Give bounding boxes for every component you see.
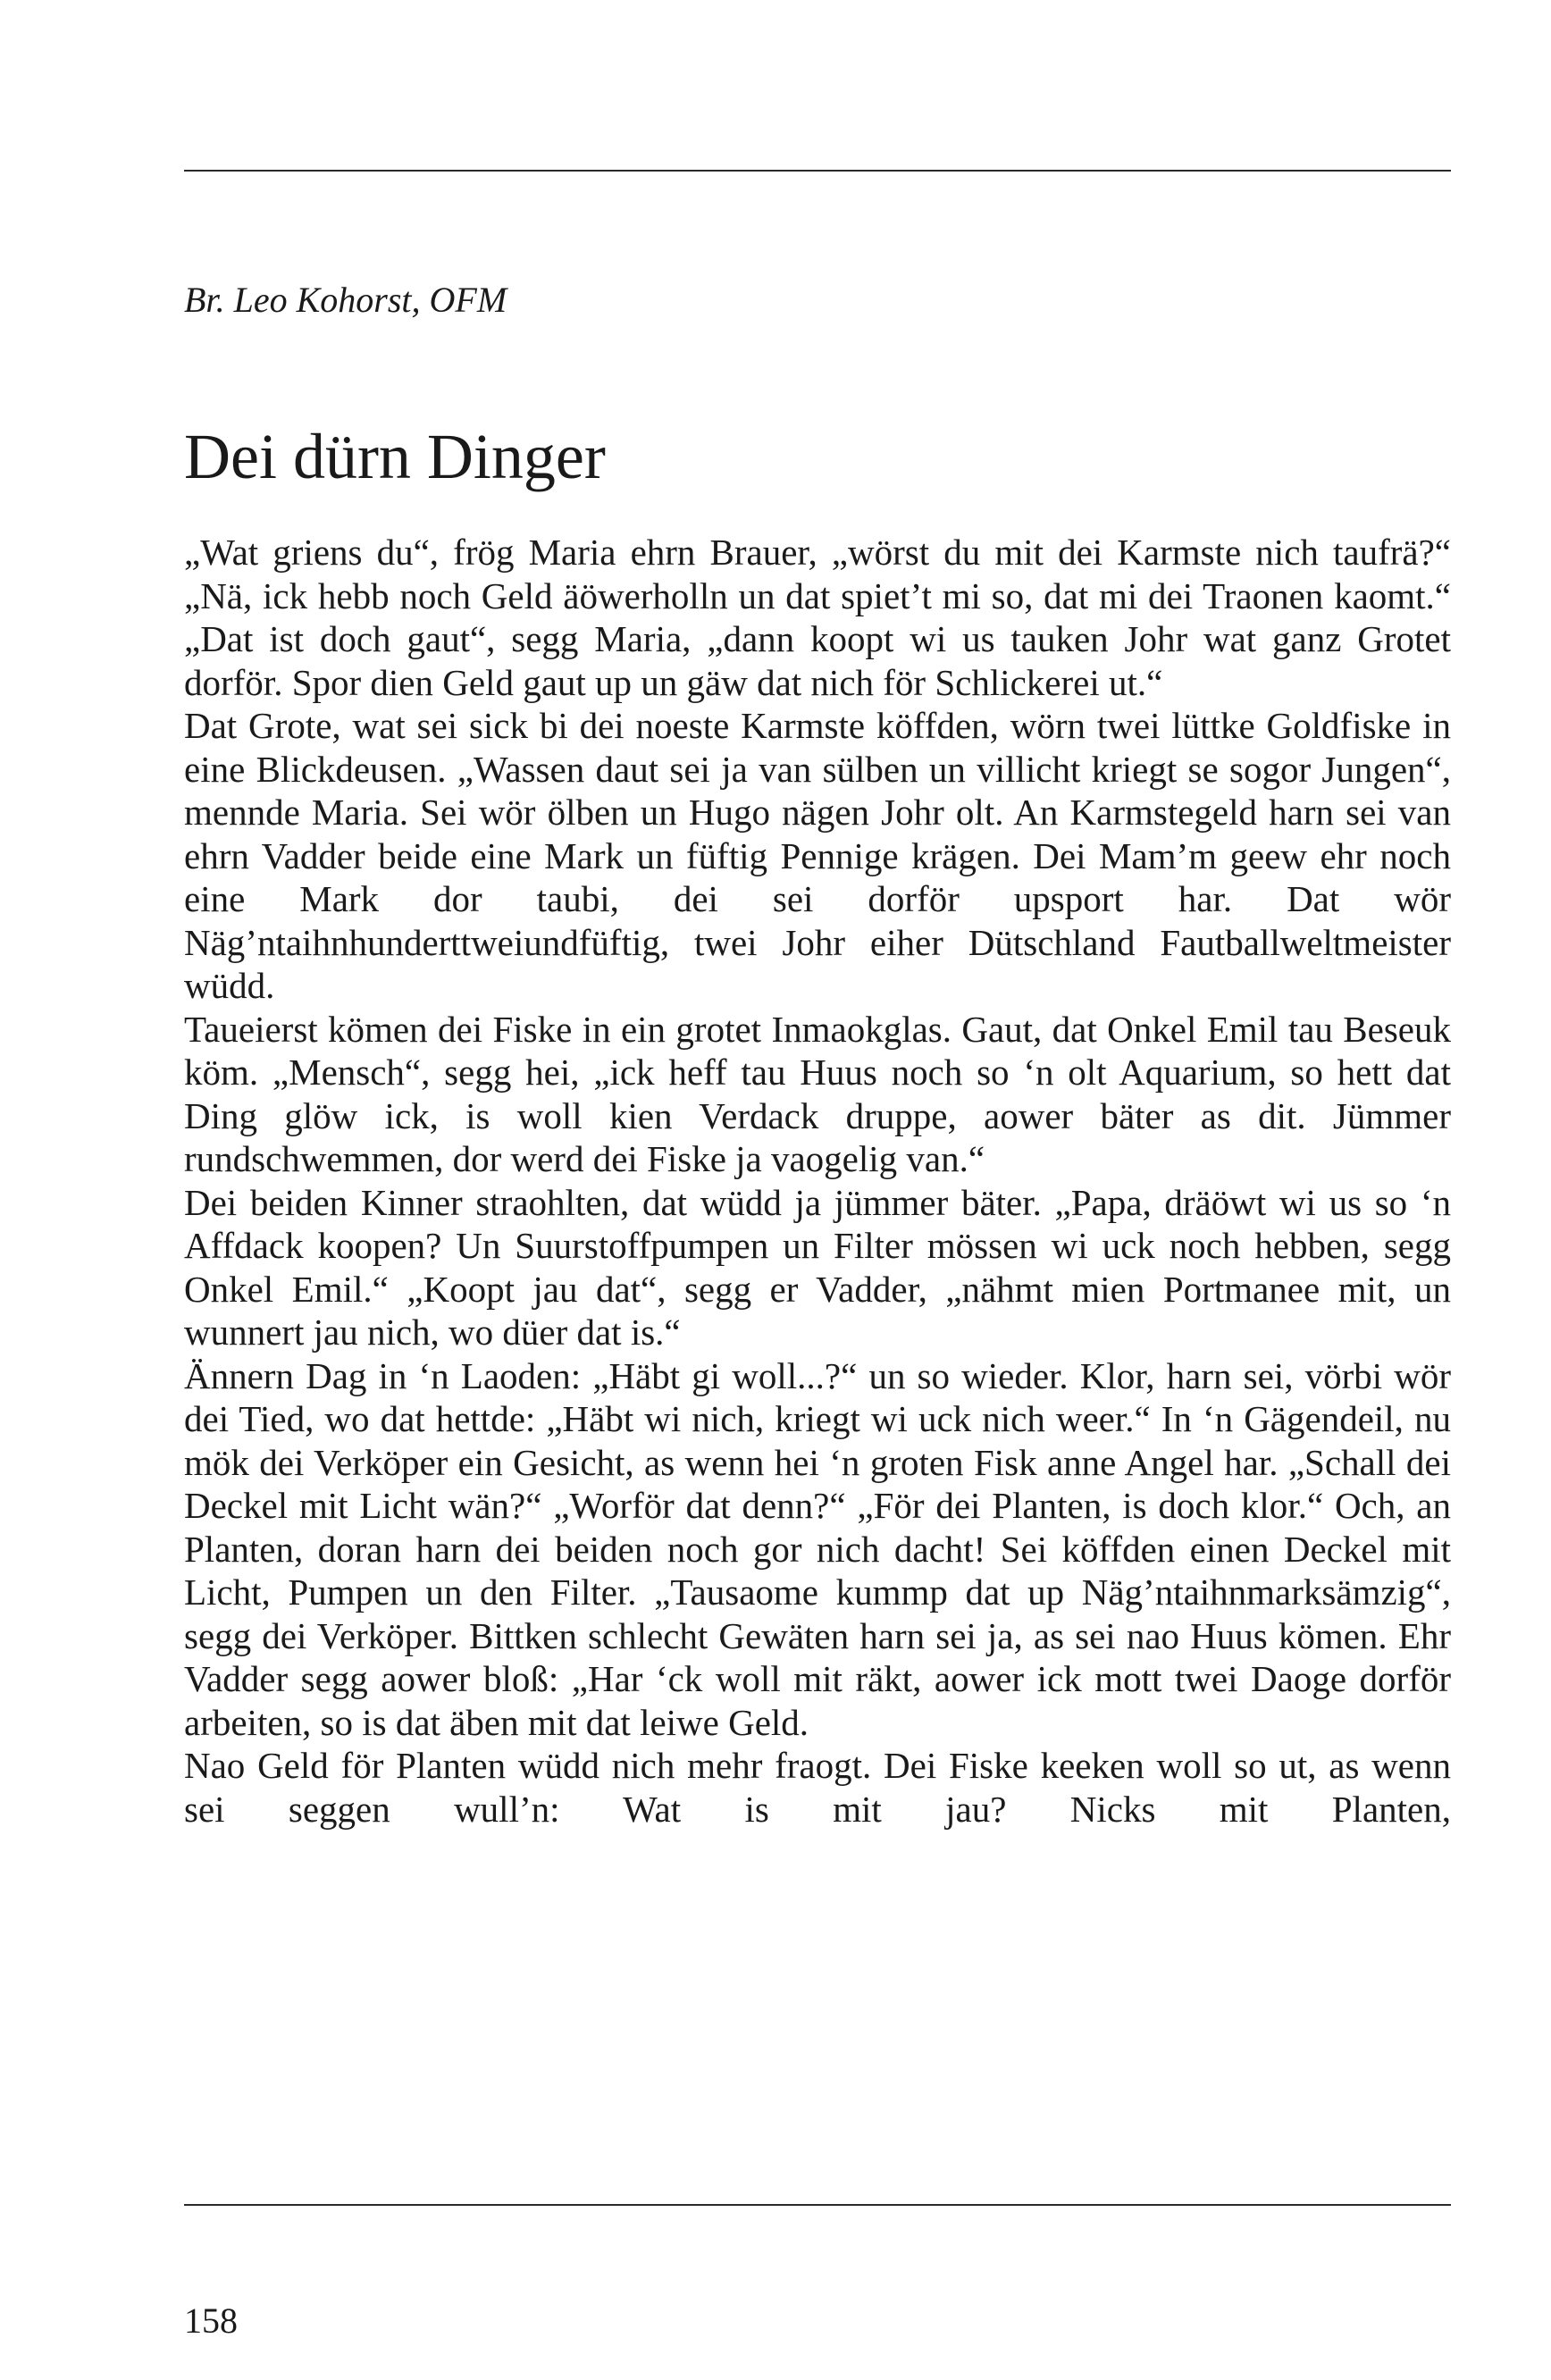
page-number: 158	[184, 2300, 238, 2341]
paragraph-6: Nao Geld för Planten wüdd nich mehr fraogt. Dei Fiske keeken woll so ut, as wenn sei seggen wull’n: Wat is mit jau? Nicks mit Planten,	[184, 1745, 1451, 1830]
paragraph-2: Dat Grote, wat sei sick bi dei noeste Karmste köffden, wörn twei lüttke Goldfiske in eine Blickdeusen. „Wassen daut sei ja van sülben un villicht kriegt se sogor Jungen“, mennde Maria. Sei wör ölben un Hugo nägen Johr olt. An Karmstegeld harn sei van ehrn Vadder beide eine Mark un füftig Pennige krägen. Dei Mam’m geew ehr noch eine Mark dor taubi, dei sei dorför upsport har. Dat wör Näg’ntaihnhunderttweiundfüftig, twei Johr eiher Dütschland Fautballweltmeister wüdd.	[184, 705, 1451, 1006]
article-title: Dei dürn Dinger	[184, 421, 606, 492]
paragraph-1: „Wat griens du“, frög Maria ehrn Brauer, „wörst du mit dei Karmste nich taufrä?“ „Nä, ick hebb noch Geld äöwerholln un dat spiet’t mi so, dat mi dei Traonen kaomt.“ „Dat ist doch gaut“, segg Maria, „dann koopt wi us tauken Johr wat ganz Grotet dorför. Spor dien Geld gaut up un gäw dat nich för Schlickerei ut.“	[184, 532, 1451, 703]
article-body	[184, 531, 1451, 1831]
paragraph-3: Taueierst kömen dei Fiske in ein grotet Inmaokglas. Gaut, dat Onkel Emil tau Beseuk köm. „Mensch“, segg hei, „ick heff tau Huus noch so ‘n olt Aquarium, so hett dat Ding glöw ick, is woll kien Verdack druppe, aower bäter as dit. Jümmer rundschwemmen, dor werd dei Fiske ja vaogelig van.“	[184, 1008, 1451, 1179]
bottom-rule	[184, 2204, 1451, 2206]
top-rule	[184, 170, 1451, 172]
paragraph-5: Ännern Dag in ‘n Laoden: „Häbt gi woll...?“ un so wieder. Klor, harn sei, vörbi wör dei Tied, wo dat hettde: „Häbt wi nich, kriegt wi uck nich weer.“ In ‘n Gägendeil, nu mök dei Verköper ein Gesicht, as wenn hei ‘n groten Fisk anne Angel har. „Schall dei Deckel mit Licht wän?“ „Worför dat denn?“ „För dei Planten, is doch klor.“ Och, an Planten, doran harn dei beiden noch gor nich dacht! Sei köffden einen Deckel mit Licht, Pumpen un den Filter. „Tausaome kummp dat up Näg’ntaihnmarksämzig“, segg dei Verköper. Bittken schlecht Gewäten harn sei ja, as sei nao Huus kömen. Ehr Vadder segg aower bloß: „Har ‘ck woll mit räkt, aower ick mott twei Daoge dorför arbeiten, so is dat äben mit dat leiwe Geld.	[184, 1354, 1451, 1743]
author-byline: Br. Leo Kohorst, OFM	[184, 280, 507, 320]
paragraph-4: Dei beiden Kinner straohlten, dat wüdd ja jümmer bäter. „Papa, dräöwt wi us so ‘n Affdack koopen? Un Suurstoffpumpen un Filter mössen wi uck noch hebben, segg Onkel Emil.“ „Koopt jau dat“, segg er Vadder, „nähmt mien Portmanee mit, un wunnert jau nich, wo düer dat is.“	[184, 1181, 1451, 1353]
